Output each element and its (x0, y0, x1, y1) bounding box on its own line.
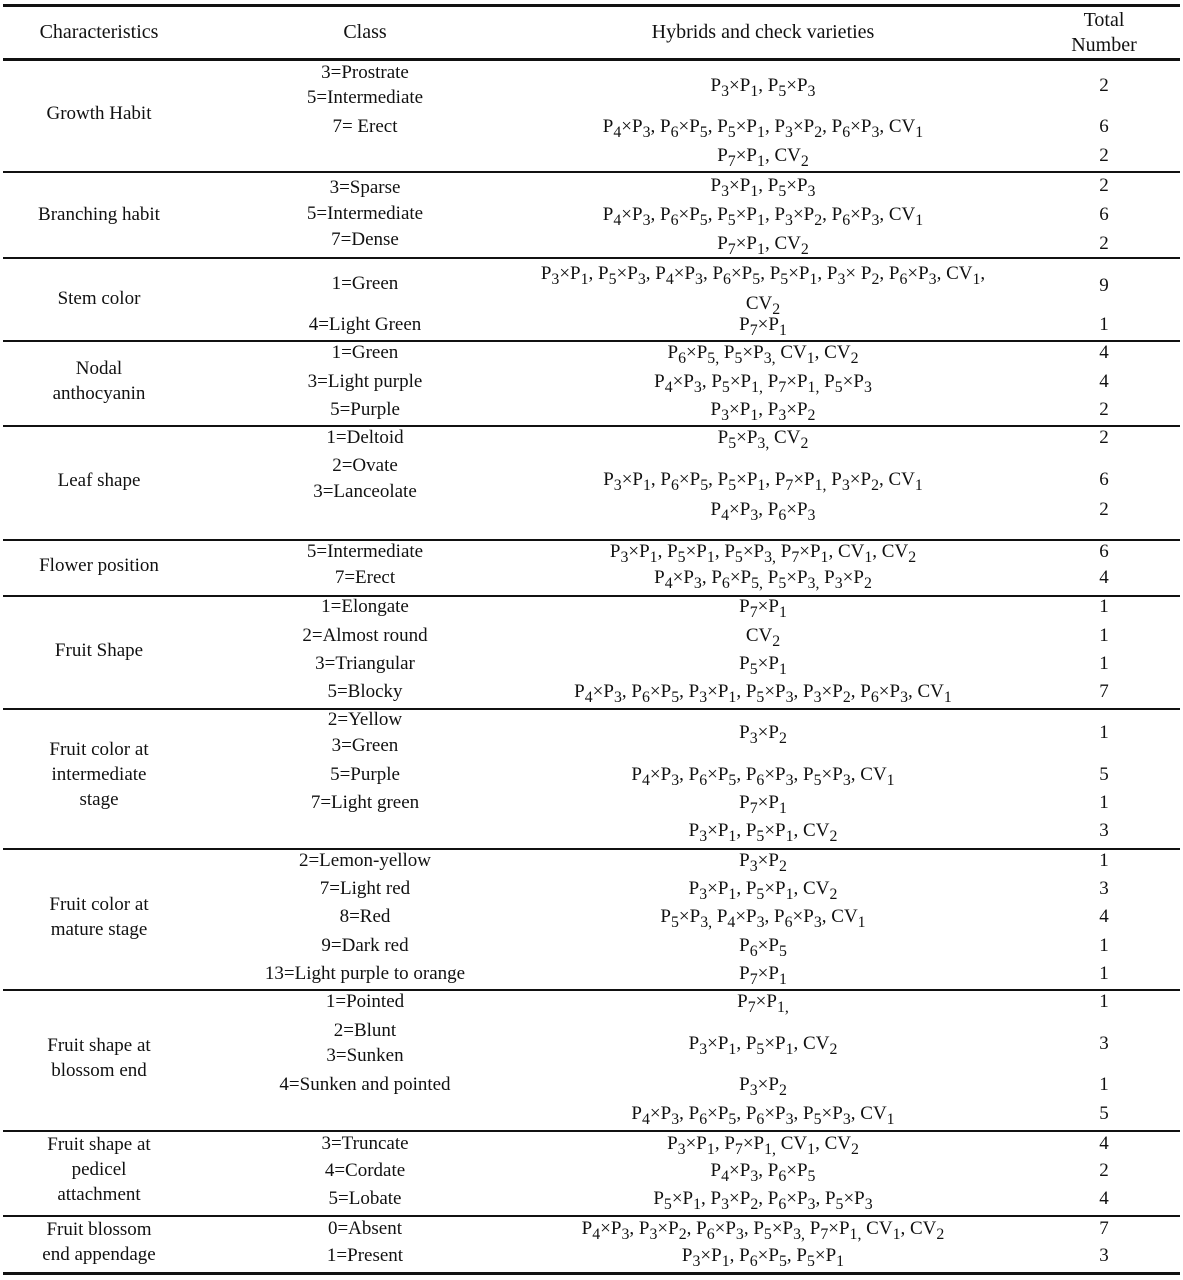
class-value: 1=Elongate (321, 596, 409, 617)
class-value: 7= Erect (332, 116, 398, 137)
hybrid-list: $P_3\times P_1$, $P_5\times P_3$ (710, 75, 816, 100)
total-number: 2 (1099, 427, 1109, 448)
hybrid-list: $P_3\times P_1$, $P_5\times P_1$, $CV_2$ (688, 878, 838, 903)
class-value: 3=Truncate (321, 1133, 409, 1154)
characteristic-name: Fruit color at intermediate stage (49, 739, 149, 810)
hybrid-list: $P_4\times P_3$, $P_6\times P_5$, $P_6\times P_3$, $P_5\times P_3$, $CV_1$ (631, 764, 895, 789)
class-value: 13=Light purple to orange (264, 963, 466, 984)
header-characteristics: Characteristics (39, 21, 159, 43)
table-top-rule (3, 4, 1180, 7)
total-number: 1 (1099, 653, 1109, 674)
class-value: 3=Lanceolate (313, 481, 417, 502)
class-value: 2=Ovate (332, 455, 398, 476)
characteristic-name: Fruit shape at pedicel attachment (47, 1134, 151, 1205)
hybrid-list: $P_7\times P_{1,}$ (737, 991, 789, 1016)
class-value: 8=Red (339, 906, 391, 927)
characteristic-name: Branching habit (38, 204, 160, 225)
hybrid-list: $P_3\times P_1$, $P_5\times P_3$ (710, 175, 816, 200)
class-value: 3=Sunken (326, 1045, 404, 1066)
total-number: 1 (1099, 625, 1109, 646)
group-rule (3, 708, 1180, 710)
class-value: 2=Lemon-yellow (298, 850, 432, 871)
total-number: 7 (1099, 1218, 1109, 1239)
data-table (3, 4, 1180, 1274)
characteristic-name: Fruit color at mature stage (49, 894, 149, 940)
hybrid-list: $P_7\times P_1$ (739, 314, 787, 339)
total-number: 1 (1099, 596, 1109, 617)
characteristic-name: Nodal anthocyanin (52, 358, 146, 404)
total-number: 4 (1099, 1188, 1109, 1209)
group-rule (3, 257, 1180, 259)
class-value: 5=Intermediate (306, 541, 424, 562)
total-number: 2 (1099, 499, 1109, 520)
hybrid-list: $P_4\times P_3$, $P_3\times P_2$, $P_6\times P_3$, $P_5\times P_{3,}$ $P_7\times P_{1,}$ $CV_1$, $CV_2$ (581, 1218, 945, 1243)
hybrid-list: $P_3\times P_2$ (739, 850, 787, 875)
total-number: 2 (1099, 75, 1109, 96)
class-value: 5=Lobate (328, 1188, 402, 1209)
hybrid-list: $P_7\times P_1$ (739, 792, 787, 817)
characteristic-name: Leaf shape (57, 470, 141, 491)
hybrid-list: $P_4\times P_3$, $P_6\times P_3$ (710, 499, 816, 524)
hybrid-list: $P_7\times P_1$ (739, 596, 787, 621)
total-number: 4 (1099, 906, 1109, 927)
header-hybrids: Hybrids and check varieties (651, 21, 875, 43)
hybrid-list: $P_4\times P_3$, $P_6\times P_5$, $P_5\times P_1$, $P_3\times P_2$, $P_6\times P_3$, $CV_1$ (602, 116, 924, 141)
class-value: 7=Light green (310, 792, 420, 813)
total-number: 6 (1099, 541, 1109, 562)
class-value: 7=Dense (331, 229, 399, 250)
total-number: 1 (1099, 935, 1109, 956)
class-value: 4=Light Green (308, 314, 422, 335)
class-value: 1=Deltoid (326, 427, 404, 448)
class-value: 4=Cordate (324, 1160, 406, 1181)
hybrid-list: $P_7\times P_1$, $CV_2$ (717, 145, 809, 170)
hybrid-list: $P_3\times P_1$, $P_5\times P_1$, $CV_2$ (688, 820, 838, 845)
hybrid-list: $P_5\times P_1$, $P_3\times P_2$, $P_6\times P_3$, $P_5\times P_3$ (653, 1188, 873, 1213)
hybrid-list: $P_3\times P_1$, $P_6\times P_5$, $P_5\times P_1$, $P_7\times P_{1,}$ $P_3\times P_2$, $CV_1$ (603, 469, 923, 494)
total-number: 4 (1099, 567, 1109, 588)
class-value: 2=Blunt (333, 1020, 397, 1041)
class-value: 1=Green (331, 342, 399, 363)
hybrid-list: $P_4\times P_3$, $P_6\times P_5$, $P_3\times P_1$, $P_5\times P_3$, $P_3\times P_2$, $P_6\times P_3$, $CV_1$ (574, 681, 952, 706)
class-value: 1=Green (331, 273, 399, 294)
characteristic-name: Fruit shape at blossom end (47, 1035, 151, 1081)
total-number: 1 (1099, 1074, 1109, 1095)
hybrid-list: $P_3\times P_2$ (739, 1074, 787, 1099)
total-number: 7 (1099, 681, 1109, 702)
class-value: 3=Prostrate (321, 62, 409, 83)
hybrid-list: $P_3\times P_1$, $P_5\times P_1$, $CV_2$ (688, 1033, 838, 1058)
hybrid-list: $P_4\times P_3$, $P_6\times P_5$, $P_5\times P_1$, $P_3\times P_2$, $P_6\times P_3$, $CV_1$ (602, 204, 924, 229)
hybrid-list: $P_3\times P_2$ (739, 722, 787, 747)
hybrid-list: $P_7\times P_1$, $CV_2$ (717, 233, 809, 258)
hybrid-list: $P_5\times P_1$ (739, 653, 787, 678)
group-rule (3, 171, 1180, 173)
total-number: 2 (1099, 1160, 1109, 1181)
hybrid-list: $P_3\times P_1$, $P_5\times P_3$, $P_4\times P_3$, $P_6\times P_5$, $P_5\times P_1$, $P_3\times P_2$, $P_6\times P_3$, $CV_1$, $CV_2$ (540, 263, 986, 318)
total-number: 3 (1099, 878, 1109, 899)
class-value: 0=Absent (327, 1218, 403, 1239)
total-number: 3 (1099, 1245, 1109, 1266)
hybrid-list: $P_3\times P_1$, $P_7\times P_{1,}$ $CV_1$, $CV_2$ (667, 1133, 859, 1158)
total-number: 2 (1099, 399, 1109, 420)
total-number: 6 (1099, 469, 1109, 490)
header-total: Total Number (1071, 9, 1137, 56)
total-number: 4 (1099, 342, 1109, 363)
hybrid-list: $CV_2$ (745, 625, 781, 650)
class-value: 5=Intermediate (306, 87, 424, 108)
total-number: 1 (1099, 991, 1109, 1012)
characteristic-name: Stem color (57, 288, 141, 309)
total-number: 2 (1099, 145, 1109, 166)
class-value: 3=Green (331, 735, 399, 756)
total-number: 1 (1099, 963, 1109, 984)
class-value: 3=Triangular (315, 653, 415, 674)
total-number: 9 (1099, 275, 1109, 296)
class-value: 2=Almost round (302, 625, 428, 646)
class-value: 3=Light purple (307, 371, 423, 392)
hybrid-list: $P_4\times P_3$, $P_6\times P_{5,}$ $P_5\times P_{3,}$ $P_3\times P_2$ (654, 567, 872, 592)
total-number: 6 (1099, 204, 1109, 225)
hybrid-list: $P_6\times P_{5,}$ $P_5\times P_{3,}$ $CV_1$, $CV_2$ (667, 342, 859, 367)
header-class: Class (343, 21, 387, 43)
hybrid-list: $P_4\times P_3$, $P_5\times P_{1,}$ $P_7\times P_{1,}$ $P_5\times P_3$ (654, 371, 872, 396)
total-number: 5 (1099, 1103, 1109, 1124)
total-number: 2 (1099, 233, 1109, 254)
hybrid-list: $P_5\times P_{3,}$ $CV_2$ (717, 427, 809, 452)
hybrid-list: $P_6\times P_5$ (739, 935, 787, 960)
characteristic-name: Growth Habit (46, 103, 152, 124)
total-number: 3 (1099, 1033, 1109, 1054)
class-value: 5=Intermediate (306, 203, 424, 224)
hybrid-list: $P_3\times P_1$, $P_5\times P_1$, $P_5\times P_{3,}$ $P_7\times P_1$, $CV_1$, $CV_2$ (609, 541, 917, 566)
characteristic-name: Fruit blossom end appendage (42, 1219, 156, 1265)
characteristic-name: Flower position (39, 555, 159, 576)
characteristic-name: Fruit Shape (54, 640, 144, 661)
class-value: 4=Sunken and pointed (279, 1074, 451, 1095)
header-rule (3, 58, 1180, 61)
class-value: 1=Pointed (325, 991, 405, 1012)
hybrid-list: $P_3\times P_1$, $P_3\times P_2$ (710, 399, 816, 424)
class-value: 2=Yellow (327, 709, 403, 730)
total-number: 1 (1099, 850, 1109, 871)
group-rule (3, 1272, 1180, 1275)
total-number: 1 (1099, 314, 1109, 335)
hybrid-list: $P_7\times P_1$ (739, 963, 787, 988)
class-value: 3=Sparse (329, 177, 401, 198)
class-value: 1=Present (326, 1245, 404, 1266)
hybrid-list: $P_4\times P_3$, $P_6\times P_5$, $P_6\times P_3$, $P_5\times P_3$, $CV_1$ (631, 1103, 895, 1128)
total-number: 5 (1099, 764, 1109, 785)
class-value: 5=Purple (330, 764, 400, 785)
hybrid-list: $P_4\times P_3$, $P_6\times P_5$ (710, 1160, 816, 1185)
total-number: 3 (1099, 820, 1109, 841)
class-value: 7=Light red (319, 878, 411, 899)
hybrid-list: $P_5\times P_{3,}$ $P_4\times P_3$, $P_6\times P_3$, $CV_1$ (660, 906, 866, 931)
class-value: 5=Purple (330, 399, 400, 420)
total-number: 1 (1099, 722, 1109, 743)
total-number: 2 (1099, 175, 1109, 196)
class-value: 7=Erect (334, 567, 396, 588)
hybrid-list: $P_3\times P_1$, $P_6\times P_5$, $P_5\times P_1$ (681, 1245, 845, 1270)
total-number: 4 (1099, 1133, 1109, 1154)
total-number: 6 (1099, 116, 1109, 137)
total-number: 4 (1099, 371, 1109, 392)
total-number: 1 (1099, 792, 1109, 813)
class-value: 5=Blocky (327, 681, 403, 702)
class-value: 9=Dark red (321, 935, 409, 956)
